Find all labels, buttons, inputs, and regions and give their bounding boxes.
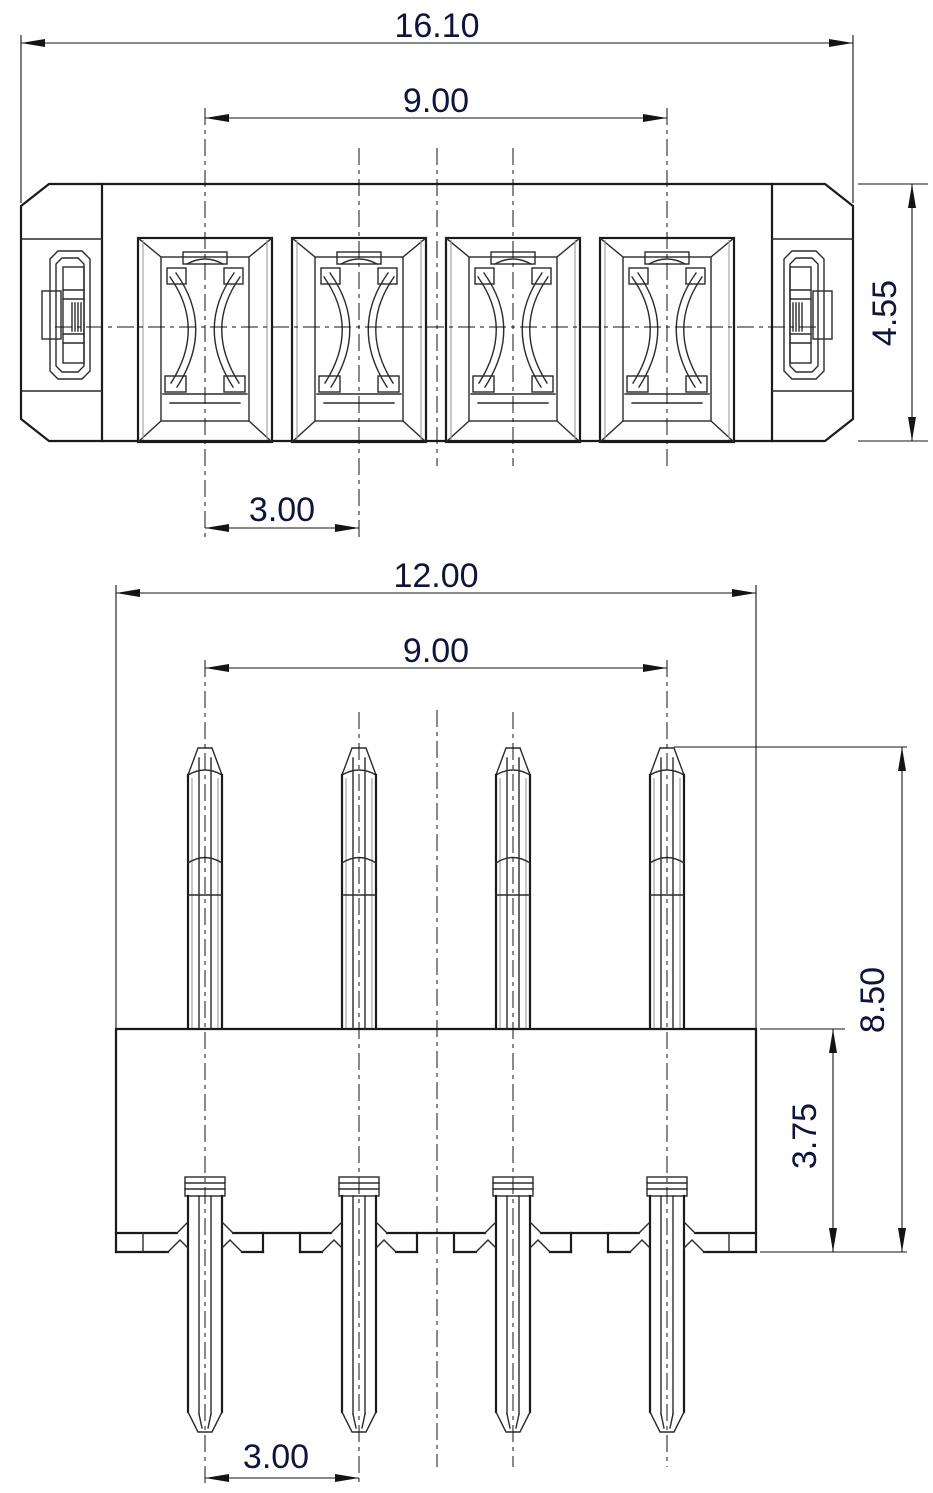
dim-pin-span: [205, 632, 667, 672]
front-view: [21, 7, 928, 542]
dim-height: [858, 184, 928, 441]
front-view-latch-right: [784, 251, 832, 379]
front-view-centerlines: [55, 108, 819, 542]
dim-contact-span: [205, 82, 667, 122]
dim-text-side-pitch: 3.00: [242, 1438, 310, 1476]
dim-body-height: [760, 1029, 845, 1252]
side-view: [116, 557, 907, 1483]
dim-text-body-width: 12.00: [393, 557, 479, 595]
dim-body-width: [116, 557, 756, 1028]
front-view-latch-left: [42, 251, 90, 379]
dim-front-pitch: [205, 491, 359, 532]
dim-text-overall-height: 8.50: [854, 966, 892, 1034]
side-view-centerlines: [205, 660, 667, 1483]
dim-text-pin-span: 9.00: [402, 632, 470, 670]
dim-text-height: 4.55: [866, 279, 904, 347]
dim-text-front-pitch: 3.00: [248, 491, 316, 529]
dim-text-body-height: 3.75: [786, 1102, 824, 1170]
dim-overall-height: [674, 747, 907, 1252]
dim-text-contact-span: 9.00: [402, 82, 470, 120]
dim-text-overall-width: 16.10: [394, 7, 480, 45]
dim-side-pitch: [205, 1438, 359, 1482]
side-view-housing: [116, 1029, 756, 1252]
